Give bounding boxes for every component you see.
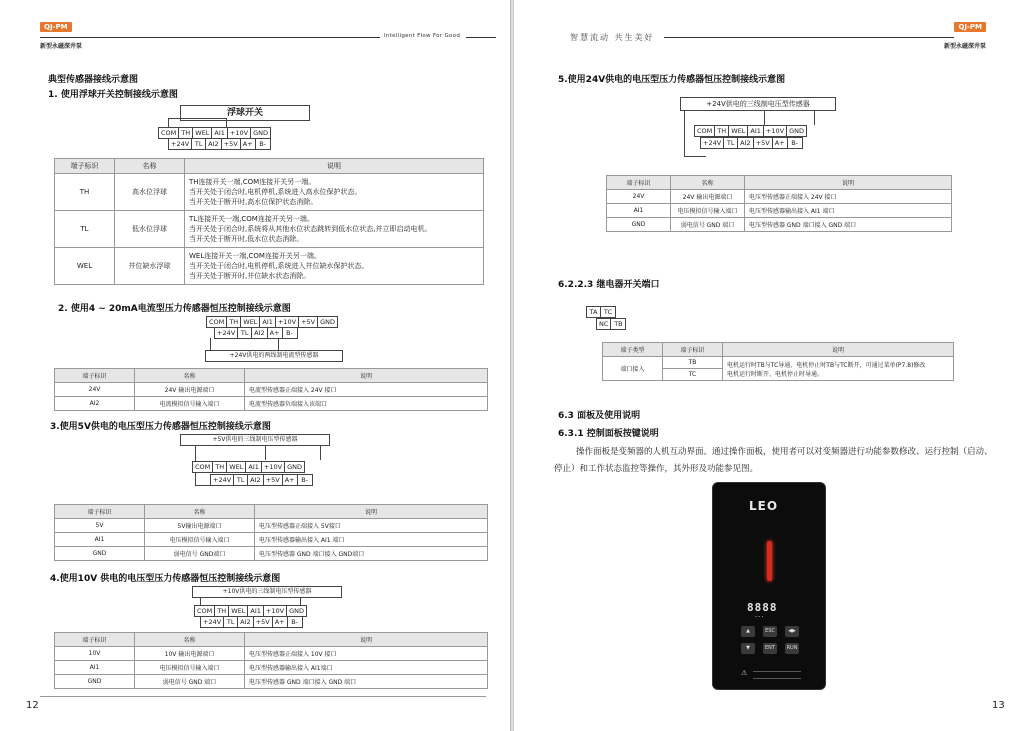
table-cell: 10V [55,647,135,661]
table-cell: 5V [55,519,145,533]
relay-type: 端口接入 [603,357,663,381]
leo-logo: LEO [749,499,779,513]
terminal-label: +5V [299,317,318,327]
table-cell: 电流型传感器正端接入 24V 接口 [245,383,488,397]
col-header: 端子标识 [55,633,135,647]
terminal-label: AI1 [748,126,764,136]
s2-table [54,368,488,411]
s5-wire [764,110,765,125]
col-header: 名称 [145,505,255,519]
control-panel-image [712,482,826,690]
terminal-label: WEL [241,317,260,327]
terminal-label: COM [207,317,227,327]
slogan: 智慧流动 共生美好 [570,33,655,42]
table-cell: 弱电信号 GND 端口 [135,675,245,689]
table-cell: 高水位浮球 [115,174,185,211]
indicator-leds: • • • [755,615,764,619]
s2-diagram-title: +24V供电的两线制电流型传感器 [205,350,343,362]
brand-header [944,14,986,52]
terminal-label: AI2 [738,138,754,148]
desc-line: 当开关处于断开时,井位缺水状态消除。 [189,272,311,280]
page-number: 12 [26,700,39,711]
s3-wire [320,445,321,460]
terminal-label: COM [195,606,215,616]
table-row [607,218,952,232]
keypad [741,626,801,654]
col-header: 端子标识 [55,369,135,383]
table-cell: 电压型传感器 GND 端口接入 GND 端口 [245,675,488,689]
terminal-label: A+ [241,139,256,149]
table-cell: 电压型传感器正端接入 10V 接口 [245,647,488,661]
terminal-label: B- [301,476,309,484]
warning-text-lines [753,671,801,679]
terminal-label: COM [193,462,213,472]
s1-diagram-title: 浮球开关 [180,105,310,121]
col-header: 端子标识 [55,159,115,174]
table-cell: TL [55,211,115,248]
relay-terminal-bottom [596,318,626,330]
table-row [603,357,954,369]
table-row [55,675,488,689]
table-cell: 电压型传感器输出接入 AI1 端口 [745,204,952,218]
s4-table [54,632,488,689]
terminal-label: AI1 [260,317,276,327]
desc-line: 当开关处于闭合时,系统将从其他水位状态跳转到低水位状态,并立即启动电机。 [189,225,432,233]
terminal-label: +10V [764,126,787,136]
table-cell: GND [607,218,671,232]
s5-terminal-top [694,125,807,137]
enter-key: ENT [763,643,777,654]
terminal-label: TB [614,320,623,328]
terminal-label: +24V [169,139,192,149]
desc-line: WEL连接开关一端,COM连接开关另一端。 [189,252,321,260]
s4-terminal-bottom [200,616,303,628]
terminal-label: AI2 [238,617,254,627]
table-cell: 电压型传感器输出接入 AI1端口 [245,661,488,675]
col-header: 说明 [185,159,484,174]
s631-title: 6.3.1 控制面板按键说明 [558,429,659,439]
terminal-label: GND [253,129,268,137]
table-cell: 弱电信号 GND 端口 [671,218,745,232]
down-key: ▼ [741,643,755,654]
terminal-label: A+ [283,475,298,485]
terminal-label: +5V [254,617,273,627]
terminal-label: TH [227,317,241,327]
col-header: 端子标识 [607,176,671,190]
terminal-label: COM [695,126,715,136]
terminal-label: AI2 [252,328,268,338]
s5-title: 5.使用24V供电的电压型压力传感器恒压控制接线示意图 [558,75,786,85]
table-cell: 电压型传感器正端接入 24V 接口 [745,190,952,204]
terminal-label: B- [286,329,293,337]
s2-wire [210,338,211,350]
terminal-label: AI1 [246,462,262,472]
s3-table [54,504,488,561]
desc-line: TH连接开关一端,COM连接开关另一端。 [189,178,316,186]
relay-id: TB [663,357,723,369]
terminal-label: TC [603,308,613,316]
table-cell: 电压模拟信号输入端口 [135,661,245,675]
col-header: 说明 [723,343,954,357]
table-cell: 24V 输出电源端口 [135,383,245,397]
table-row [55,397,488,411]
table-row [55,519,488,533]
s3-title: 3.使用5V供电的电压型压力传感器恒压控制接线示意图 [50,422,271,432]
table-cell: 电流模拟信号输入端口 [135,397,245,411]
run-key: RUN [785,643,799,654]
up-key: ▲ [741,626,755,637]
table-cell: 电压型传感器 GND 端口接入 GND端口 [255,547,488,561]
s5-wire [814,110,815,125]
col-header: 名称 [115,159,185,174]
terminal-label: +24V [211,475,234,485]
terminal-label: TL [224,617,238,627]
col-header: 端子类型 [603,343,663,357]
header-rule-end [466,37,496,38]
right-page [514,0,1024,731]
table-row [55,547,488,561]
terminal-label: GND [320,318,336,326]
s1-table [54,158,484,285]
s1-wire [168,118,226,119]
table-row [607,204,952,218]
table-cell: GND [55,675,135,689]
terminal-label: AI1 [212,128,228,138]
terminal-label: +24V [701,138,724,148]
col-header: 端子标识 [663,343,723,357]
table-cell: 低水位浮球 [115,211,185,248]
s3-diagram-title: +5V供电的三线制电压型传感器 [180,434,330,446]
col-header: 端子标识 [55,505,145,519]
table-cell: 10V 输出电源端口 [135,647,245,661]
relay-desc-line: 电机运行时TB与TC导通、电机停止时TB与TC断开，可通过菜单(P7.8)修改 [727,361,926,369]
terminal-label: WEL [227,462,246,472]
table-cell: 电压模拟信号输入端口 [671,204,745,218]
s2-title: 2. 使用4 ~ 20mA电流型压力传感器恒压控制接线示意图 [58,304,291,314]
left-page [0,0,510,731]
s2-terminal-bottom [214,327,298,339]
desc-line: 当开关处于断开时,高水位保护状态消除。 [189,198,318,206]
table-row [55,647,488,661]
tagline: Intelligent Flow For Good [384,33,461,39]
desc-line: 当开关处于闭合时,电机停机,系统进入井位缺水保护状态。 [189,262,369,270]
desc-line: 当开关处于闭合时,电机停机,系统进入高水位保护状态。 [189,188,362,196]
table-cell: 电流型传感器负端接入该端口 [245,397,488,411]
brand-badge: QJ-PM [40,22,72,32]
terminal-label: +10V [228,128,251,138]
terminal-label: GND [789,127,804,135]
footer-rule [40,696,486,697]
header-rule [40,37,380,38]
col-header: 说明 [745,176,952,190]
col-header: 名称 [135,369,245,383]
s5-wire [684,110,685,156]
terminal-label: A+ [268,328,283,338]
table-cell: 24V 输出电源端口 [671,190,745,204]
table-cell: TH [55,174,115,211]
brand-subtitle: 新型永磁深井泵 [40,43,83,50]
brand-subtitle: 新型永磁深井泵 [944,43,987,50]
terminal-label: +5V [264,475,283,485]
table-cell: AI1 [55,661,135,675]
terminal-label: TH [715,126,729,136]
terminal-label: TL [238,328,252,338]
terminal-label: TL [234,475,248,485]
terminal-label: +24V [201,617,224,627]
table-row [55,248,484,285]
terminal-label: WEL [229,606,248,616]
s3-terminal-top [192,461,305,473]
terminal-label: +10V [276,317,299,327]
shift-key: ◀▶ [785,626,799,637]
s4-diagram-title: +10V供电的三线制电压型传感器 [192,586,342,598]
s4-wire [200,597,201,605]
terminal-label: TL [724,138,738,148]
terminal-label: AI1 [248,606,264,616]
s1-title: 1. 使用浮球开关控制接线示意图 [48,90,178,100]
s5-terminal-bottom [700,137,803,149]
terminal-label: AI2 [248,475,264,485]
col-header: 说明 [245,633,488,647]
desc-line: TL连接开关一端,COM连接开关另一端。 [189,215,314,223]
s1-terminal-bottom [168,138,271,150]
table-cell: WEL [55,248,115,285]
relay-terminal-top [586,306,616,318]
table-cell [185,248,484,285]
table-row [55,174,484,211]
seven-segment-display: 8888 [747,601,778,614]
table-row [55,383,488,397]
table-row [55,661,488,675]
terminal-label: B- [291,618,299,626]
relay-table [602,342,954,381]
terminal-label: +10V [262,462,285,472]
s63-title: 6.3 面板及使用说明 [558,411,641,421]
table-cell: GND [55,547,145,561]
terminal-label: NC [597,319,611,329]
terminal-label: WEL [193,128,212,138]
section-title: 典型传感器接线示意图 [48,75,139,85]
terminal-label: B- [259,140,267,148]
terminal-label: +5V [222,139,241,149]
status-light-bar [767,541,772,581]
relay-title: 6.2.2.3 继电器开关端口 [558,280,660,290]
relay-id: TC [663,369,723,381]
s5-wire [684,156,706,157]
s4-title: 4.使用10V 供电的电压型压力传感器恒压控制接线示意图 [50,574,281,584]
relay-desc-line: 电机运行时断开、电机停止时导通。 [727,370,824,378]
terminal-label: WEL [729,126,748,136]
table-row [55,211,484,248]
terminal-label: B- [791,139,799,147]
terminal-label: TL [192,139,206,149]
table-cell: AI1 [55,533,145,547]
terminal-label: A+ [273,617,288,627]
terminal-label: +10V [264,606,287,616]
s3-terminal-bottom [210,474,313,486]
terminal-label: A+ [773,138,788,148]
table-cell [185,174,484,211]
table-cell: AI2 [55,397,135,411]
warning-label [741,669,803,681]
col-header: 说明 [255,505,488,519]
brand-header [40,14,82,52]
table-cell: 电压模拟信号输入端口 [145,533,255,547]
desc-line: 当开关处于断开时,低水位状态消除。 [189,235,304,243]
table-cell: 电压型传感器输出接入 AI1 端口 [255,533,488,547]
s4-wire [300,597,301,605]
terminal-label: COM [159,128,179,138]
table-cell: 电压型传感器 GND 端口接入 GND 端口 [745,218,952,232]
col-header: 名称 [135,633,245,647]
terminal-label: TH [213,462,227,472]
table-cell: 24V [607,190,671,204]
col-header: 名称 [671,176,745,190]
table-cell: 24V [55,383,135,397]
table-cell: 5V输出电源端口 [145,519,255,533]
warning-icon: ⚠ [741,669,748,677]
terminal-label: AI2 [206,139,222,149]
s2-wire [278,338,279,350]
terminal-label: TH [179,128,193,138]
terminal-label: +24V [215,328,238,338]
terminal-label: GND [289,607,304,615]
terminal-label: TA [587,307,601,317]
page-number: 13 [992,700,1005,711]
table-row [55,533,488,547]
table-cell: 弱电信号 GND端口 [145,547,255,561]
table-cell: AI1 [607,204,671,218]
terminal-label: +5V [754,138,773,148]
s5-table [606,175,952,232]
header-rule [664,37,954,38]
table-cell [185,211,484,248]
brand-badge: QJ-PM [954,22,986,32]
terminal-label: TH [215,606,229,616]
table-row [607,190,952,204]
table-cell: 电压型传感器正端接入 5V接口 [255,519,488,533]
relay-desc [723,357,954,381]
table-cell: 井位缺水浮球 [115,248,185,285]
esc-key: ESC [763,626,777,637]
col-header: 说明 [245,369,488,383]
s5-diagram-title: +24V供电的三线制电压型传感器 [680,97,836,111]
terminal-label: GND [287,463,302,471]
s631-body: 操作面板是变频器的人机互动界面。通过操作面板，使用者可以对变频器进行功能参数修改、运行控制（启动、停止）和工作状态监控等操作，其外形及功能参见图。 [554,447,993,474]
s3-wire [265,445,266,460]
